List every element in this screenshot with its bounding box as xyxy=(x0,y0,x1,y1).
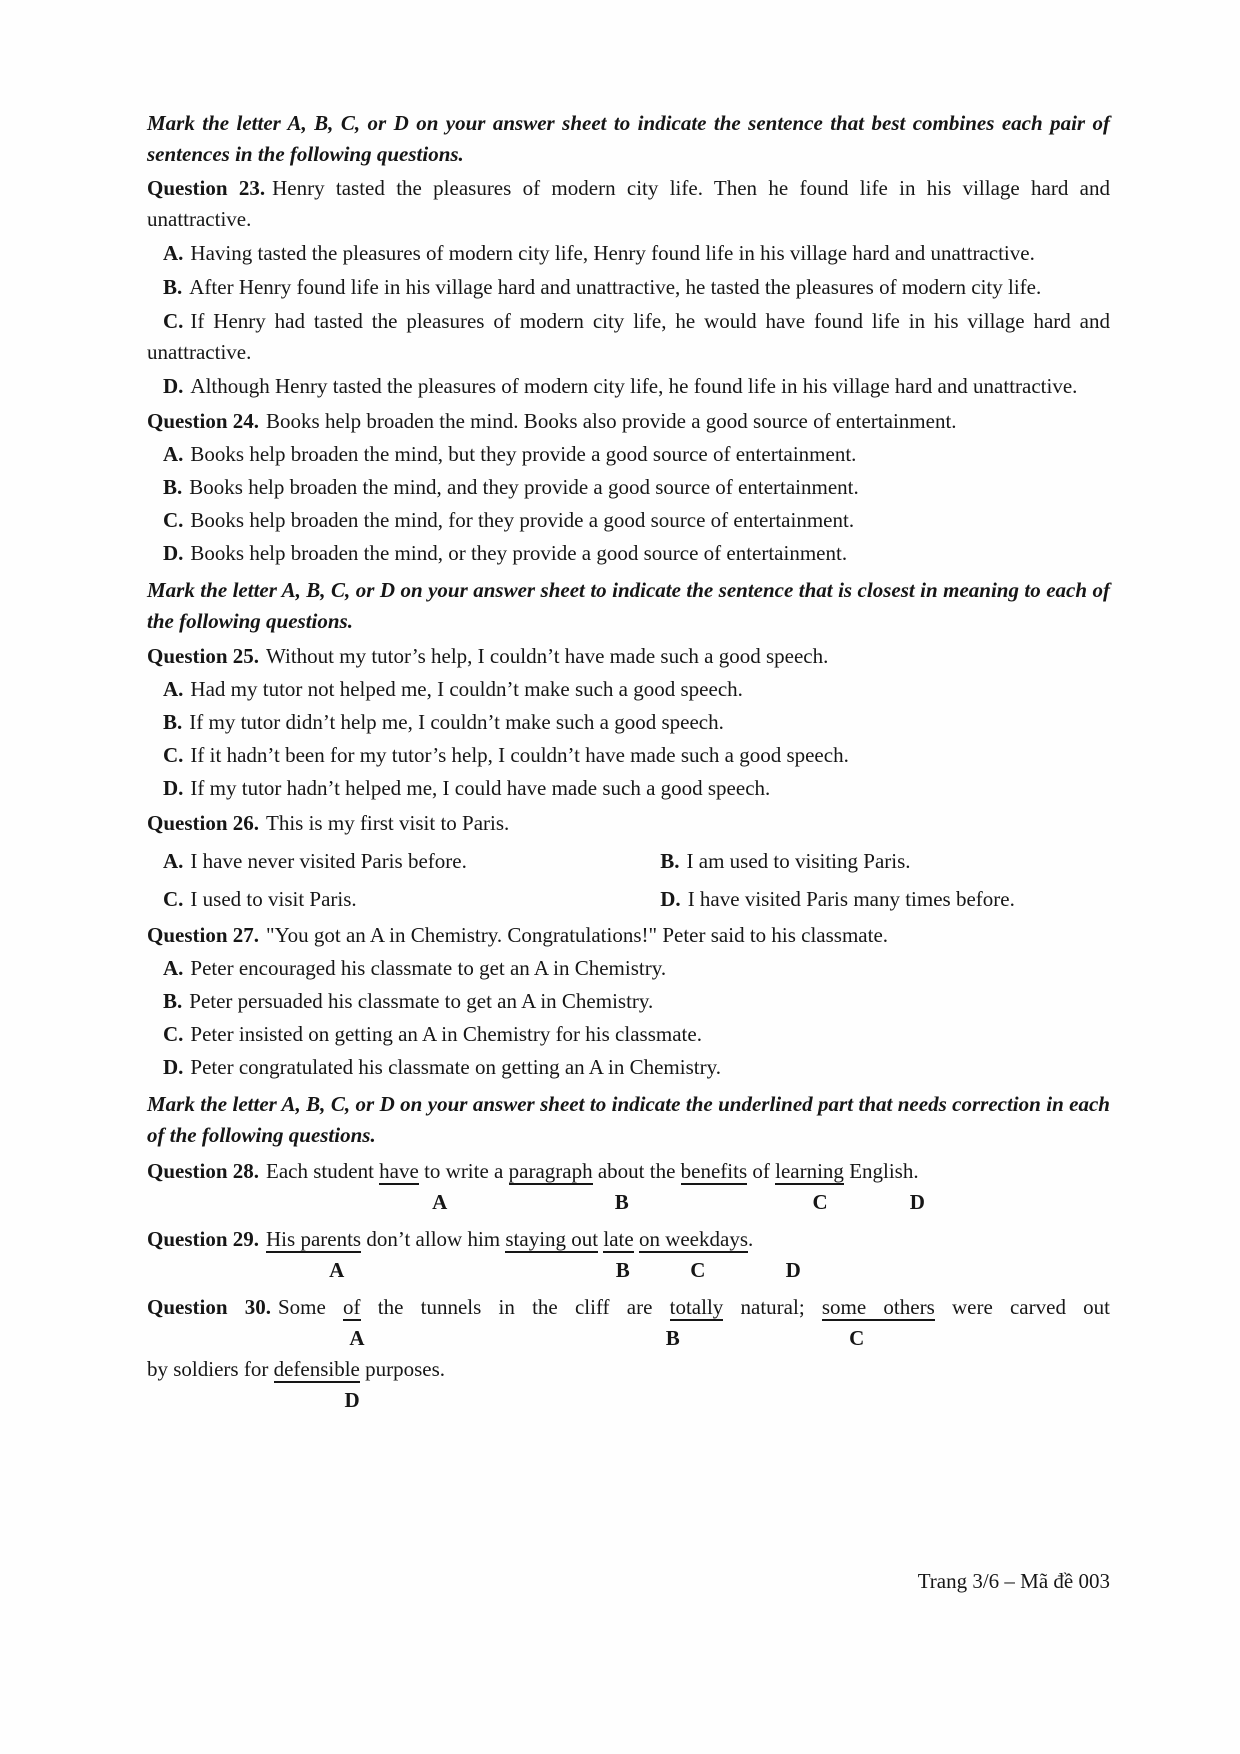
question-24-label: Question 24. xyxy=(147,409,260,433)
stem-text: about the xyxy=(592,1159,681,1183)
question-24-option-b xyxy=(147,472,1110,503)
marker-a: A xyxy=(432,1190,448,1214)
question-27-label: Question 27. xyxy=(147,923,260,947)
option-text: Books help broaden the mind, but they provide a good source of entertainment. xyxy=(190,442,857,466)
page-footer-text: Trang 3/6 – Mã đề 003 xyxy=(917,1569,1110,1593)
question-27 xyxy=(147,920,1110,951)
question-25 xyxy=(147,641,1110,672)
option-letter: C. xyxy=(163,1022,184,1046)
question-30-letter-row-2 xyxy=(147,1385,1110,1416)
option-letter: A. xyxy=(163,442,184,466)
question-23-stem: Henry tasted the pleasures of modern city life. Then he found life in his village hard and unattractive. xyxy=(147,176,1111,231)
question-29-label: Question 29. xyxy=(147,1227,260,1251)
option-text: If my tutor didn’t help me, I couldn’t make such a good speech. xyxy=(189,710,724,734)
question-30-label: Question 30. xyxy=(147,1295,271,1319)
question-26-label: Question 26. xyxy=(147,811,260,835)
stem-text: of xyxy=(747,1159,776,1183)
question-24-option-c xyxy=(147,505,1110,536)
question-27-option-c xyxy=(147,1019,1110,1050)
question-27-stem: "You got an A in Chemistry. Congratulations!" Peter said to his classmate. xyxy=(266,923,889,947)
option-letter: B. xyxy=(163,275,183,299)
stem-text: were carved out xyxy=(934,1295,1110,1319)
stem-text: purposes. xyxy=(359,1357,446,1381)
option-text: Books help broaden the mind, and they provide a good source of entertainment. xyxy=(189,475,859,499)
question-30-continued xyxy=(147,1354,1110,1385)
question-29-letter-row xyxy=(147,1255,1110,1286)
question-25-option-a xyxy=(147,674,1110,705)
stem-text: the tunnels in the cliff are xyxy=(360,1295,670,1319)
option-text: I have never visited Paris before. xyxy=(190,849,467,873)
question-26-option-b xyxy=(660,846,1110,877)
question-25-option-b xyxy=(147,707,1110,738)
option-text: I used to visit Paris. xyxy=(190,887,357,911)
option-text: Peter encouraged his classmate to get an A in Chemistry. xyxy=(190,956,667,980)
marker-c: C xyxy=(812,1190,828,1214)
underlined-part-d: on weekdays xyxy=(638,1227,748,1251)
question-28-label: Question 28. xyxy=(147,1159,260,1183)
option-letter: C. xyxy=(163,887,184,911)
option-letter: D. xyxy=(163,1055,184,1079)
underlined-part-d: learning xyxy=(775,1159,844,1183)
underlined-part-c: late xyxy=(603,1227,634,1251)
question-26-stem: This is my first visit to Paris. xyxy=(266,811,510,835)
page-footer xyxy=(147,1566,1110,1597)
option-letter: A. xyxy=(163,956,184,980)
question-26-option-a xyxy=(147,846,660,877)
instruction-correction-text: Mark the letter A, B, C, or D on your answer sheet to indicate the underlined part that needs correction in each of the following questions. xyxy=(147,1092,1110,1147)
option-text: I am used to visiting Paris. xyxy=(686,849,911,873)
option-letter: D. xyxy=(163,374,184,398)
option-letter: D. xyxy=(660,887,681,911)
underlined-part-b: totally xyxy=(669,1295,724,1319)
marker-a: A xyxy=(349,1326,365,1350)
marker-a: A xyxy=(329,1258,345,1282)
instruction-closest xyxy=(147,575,1110,637)
question-25-option-c xyxy=(147,740,1110,771)
question-23 xyxy=(147,173,1110,235)
question-23-label: Question 23. xyxy=(147,176,266,200)
stem-text: to write a xyxy=(418,1159,509,1183)
question-24 xyxy=(147,406,1110,437)
underlined-part-b: paragraph xyxy=(508,1159,593,1183)
question-24-option-a xyxy=(147,439,1110,470)
option-letter: B. xyxy=(163,710,183,734)
option-letter: B. xyxy=(660,849,680,873)
underlined-part-a: have xyxy=(379,1159,419,1183)
option-text: Peter insisted on getting an A in Chemistry for his classmate. xyxy=(190,1022,702,1046)
underlined-part-d: defensible xyxy=(273,1357,360,1381)
question-26-option-c xyxy=(147,884,660,915)
option-letter: C. xyxy=(163,743,184,767)
stem-text: . xyxy=(748,1227,754,1251)
option-text: If my tutor hadn’t helped me, I could have made such a good speech. xyxy=(190,776,771,800)
option-text: If Henry had tasted the pleasures of modern city life, he would have found life in his village hard and unattractive. xyxy=(147,309,1110,364)
exam-content xyxy=(147,106,1110,1416)
stem-text: Each student xyxy=(266,1159,380,1183)
underlined-part-c: some others xyxy=(821,1295,935,1319)
question-28-letter-row xyxy=(147,1187,1110,1218)
question-24-option-d xyxy=(147,538,1110,569)
marker-c: C xyxy=(849,1326,865,1350)
marker-d: D xyxy=(344,1388,360,1412)
option-text: Peter congratulated his classmate on getting an A in Chemistry. xyxy=(190,1055,721,1079)
option-text: Had my tutor not helped me, I couldn’t make such a good speech. xyxy=(190,677,743,701)
instruction-combine xyxy=(147,108,1110,170)
option-text: I have visited Paris many times before. xyxy=(687,887,1015,911)
question-27-option-a xyxy=(147,953,1110,984)
instruction-closest-text: Mark the letter A, B, C, or D on your answer sheet to indicate the sentence that is closest in meaning to each of the following questions. xyxy=(147,578,1110,633)
option-text: Peter persuaded his classmate to get an A in Chemistry. xyxy=(189,989,654,1013)
question-26-option-d xyxy=(660,884,1110,915)
question-27-option-d xyxy=(147,1052,1110,1083)
option-text: After Henry found life in his village hard and unattractive, he tasted the pleasures of modern city life. xyxy=(189,275,1042,299)
question-30 xyxy=(147,1292,1110,1323)
option-letter: A. xyxy=(163,849,184,873)
underlined-part-a: His parents xyxy=(266,1227,362,1251)
marker-d: D xyxy=(785,1258,801,1282)
question-24-stem: Books help broaden the mind. Books also provide a good source of entertainment. xyxy=(266,409,957,433)
question-23-option-d xyxy=(147,371,1110,402)
option-letter: B. xyxy=(163,475,183,499)
question-23-option-a xyxy=(147,238,1110,269)
marker-c: C xyxy=(690,1258,706,1282)
option-letter: D. xyxy=(163,541,184,565)
stem-text: natural; xyxy=(723,1295,822,1319)
question-23-option-c xyxy=(147,306,1110,368)
option-letter: A. xyxy=(163,241,184,265)
underlined-part-b: staying out xyxy=(505,1227,599,1251)
question-26-options-row-1 xyxy=(147,846,1110,877)
stem-text: Some xyxy=(277,1295,344,1319)
question-23-option-b xyxy=(147,272,1110,303)
stem-text: don’t allow him xyxy=(361,1227,506,1251)
marker-b: B xyxy=(615,1258,630,1282)
marker-b: B xyxy=(665,1326,680,1350)
stem-text: by soldiers for xyxy=(147,1357,274,1381)
question-25-option-d xyxy=(147,773,1110,804)
underlined-part-c: benefits xyxy=(680,1159,748,1183)
instruction-combine-text: Mark the letter A, B, C, or D on your answer sheet to indicate the sentence that best combines each pair of sentences in the following questions. xyxy=(147,111,1110,166)
option-letter: C. xyxy=(163,508,184,532)
option-letter: B. xyxy=(163,989,183,1013)
underlined-part-a: of xyxy=(343,1295,361,1319)
question-29 xyxy=(147,1224,1110,1255)
option-text: Although Henry tasted the pleasures of modern city life, he found life in his village hard and unattractive. xyxy=(190,374,1078,398)
option-letter: A. xyxy=(163,677,184,701)
option-text: Books help broaden the mind, for they provide a good source of entertainment. xyxy=(190,508,855,532)
question-28 xyxy=(147,1156,1110,1187)
instruction-correction xyxy=(147,1089,1110,1151)
option-letter: C. xyxy=(163,309,184,333)
option-text: If it hadn’t been for my tutor’s help, I couldn’t have made such a good speech. xyxy=(190,743,849,767)
option-text: Books help broaden the mind, or they provide a good source of entertainment. xyxy=(190,541,848,565)
question-25-label: Question 25. xyxy=(147,644,260,668)
marker-d: D xyxy=(909,1190,925,1214)
marker-b: B xyxy=(614,1190,629,1214)
option-letter: D. xyxy=(163,776,184,800)
question-25-stem: Without my tutor’s help, I couldn’t have made such a good speech. xyxy=(266,644,829,668)
option-text: Having tasted the pleasures of modern city life, Henry found life in his village hard and unattractive. xyxy=(190,241,1035,265)
stem-text: English. xyxy=(843,1159,919,1183)
question-30-letter-row-1 xyxy=(147,1323,1110,1354)
question-26 xyxy=(147,808,1110,839)
question-26-options-row-2 xyxy=(147,884,1110,915)
question-27-option-b xyxy=(147,986,1110,1017)
